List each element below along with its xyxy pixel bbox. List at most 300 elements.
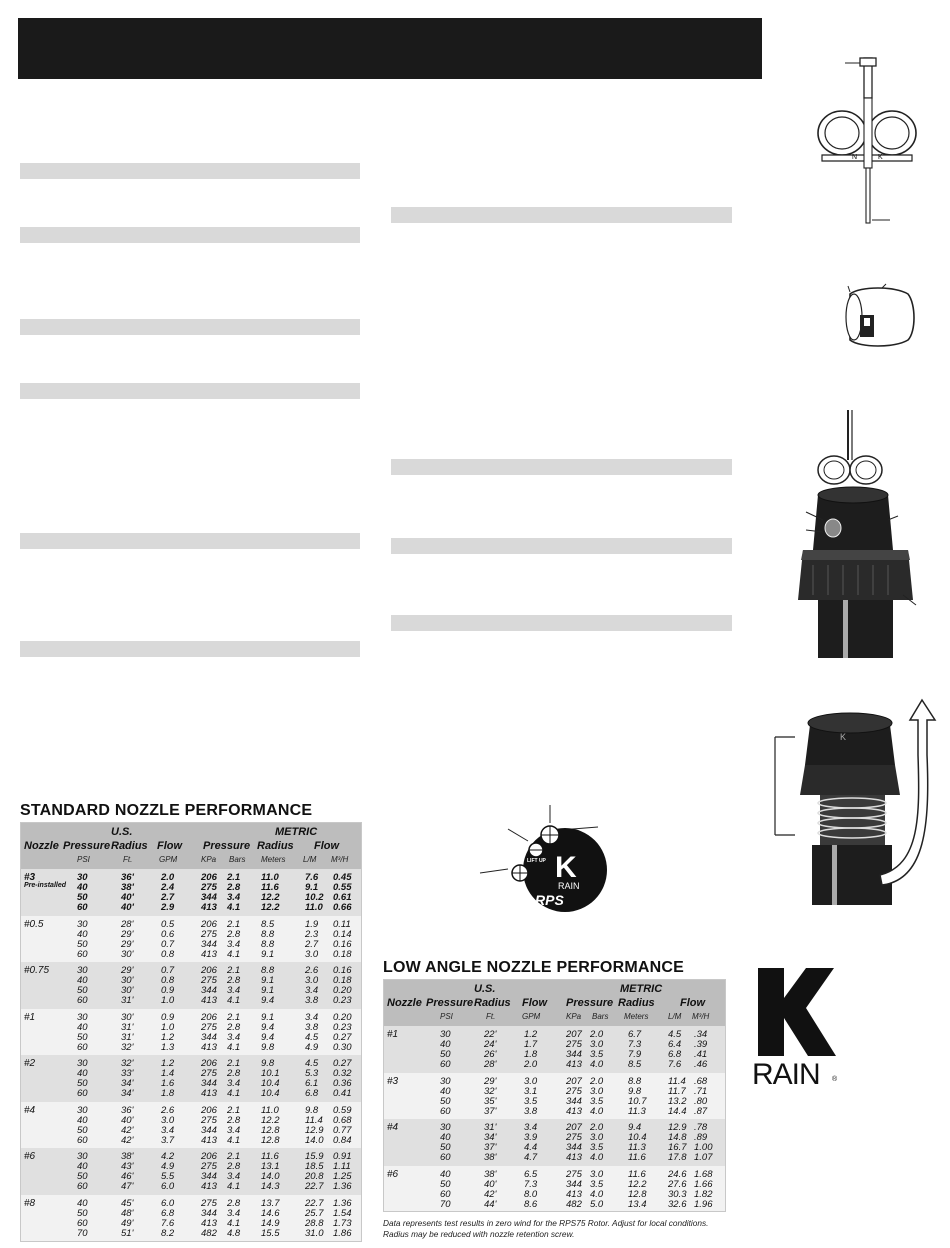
table-cell: 40 bbox=[440, 1039, 451, 1050]
section-bar bbox=[20, 319, 360, 335]
table-cell: 24' bbox=[484, 1039, 497, 1050]
table-cell: 2.0 bbox=[524, 1059, 538, 1070]
table-cell: .80 bbox=[694, 1095, 708, 1107]
table-cell: 14.9 bbox=[261, 1217, 280, 1229]
table-cell: 344 bbox=[566, 1095, 582, 1107]
table-cell: 1.7 bbox=[524, 1039, 538, 1050]
table-footnote bbox=[383, 1218, 743, 1240]
table-cell: 413 bbox=[566, 1059, 582, 1070]
table-cell: 275 bbox=[201, 1197, 217, 1209]
table-cell: 0.23 bbox=[333, 995, 352, 1006]
nozzle-label: #4 bbox=[24, 1104, 36, 1116]
table-cell: 15.5 bbox=[261, 1227, 280, 1239]
table-cell: 12.2 bbox=[628, 1178, 647, 1190]
table-cell: 50 bbox=[77, 1207, 88, 1219]
table-cell: 14.6 bbox=[261, 1207, 280, 1219]
table-cell: 22' bbox=[484, 1029, 497, 1040]
svg-text:N: N bbox=[852, 154, 858, 161]
table-cell: 8.0 bbox=[524, 1188, 538, 1200]
section-bar bbox=[391, 459, 732, 475]
table-cell: 0.61 bbox=[333, 892, 352, 903]
table-cell: 413 bbox=[201, 1134, 217, 1146]
table-cell: 38' bbox=[484, 1152, 497, 1163]
unit-meters: Meters bbox=[624, 1012, 649, 1021]
nozzle-group bbox=[21, 869, 361, 916]
section-bar bbox=[391, 615, 732, 631]
table-cell: 413 bbox=[566, 1188, 582, 1200]
table-cell: 17.8 bbox=[668, 1152, 687, 1163]
table-cell: 50 bbox=[440, 1095, 451, 1107]
table-cell: 49' bbox=[121, 1217, 134, 1229]
table-cell: 1.00 bbox=[694, 1142, 713, 1153]
table-cell: 0.55 bbox=[333, 882, 352, 893]
low-angle-table-title: LOW ANGLE NOZZLE PERFORMANCE bbox=[383, 959, 684, 976]
unit-m3h: M³/H bbox=[692, 1012, 710, 1021]
table-cell: 3.1 bbox=[524, 1085, 538, 1097]
table-cell: 9.1 bbox=[261, 1011, 275, 1023]
table-cell: 2.0 bbox=[590, 1075, 604, 1087]
table-cell: 40 bbox=[440, 1168, 451, 1180]
table-cell: 9.1 bbox=[261, 948, 275, 960]
table-cell: 344 bbox=[201, 1171, 217, 1182]
table-cell: 4.0 bbox=[590, 1152, 604, 1163]
table-cell: 1.9 bbox=[305, 918, 319, 930]
table-cell: 1.2 bbox=[524, 1029, 538, 1040]
table-cell: 11.3 bbox=[628, 1142, 646, 1153]
unit-gpm: GPM bbox=[522, 1012, 541, 1021]
table-cell: 9.1 bbox=[305, 882, 319, 893]
table-cell: 3.4 bbox=[227, 1207, 241, 1219]
table-cell: 6.1 bbox=[305, 1078, 319, 1089]
table-cell: .78 bbox=[694, 1122, 708, 1133]
table-cell: 3.0 bbox=[305, 948, 319, 960]
table-cell: 413 bbox=[201, 1217, 217, 1229]
table-cell: 206 bbox=[201, 1058, 217, 1069]
table-cell: 4.1 bbox=[227, 995, 241, 1006]
table-cell: 11.6 bbox=[261, 1151, 279, 1162]
table-cell: 25.7 bbox=[305, 1207, 324, 1219]
table-cell: 60 bbox=[77, 995, 88, 1006]
table-cell: 0.27 bbox=[333, 1058, 352, 1069]
section-bar bbox=[20, 163, 360, 179]
table-cell: 0.8 bbox=[161, 975, 175, 986]
table-cell: 11.6 bbox=[628, 1152, 646, 1163]
table-cell: 3.5 bbox=[590, 1178, 604, 1190]
table-cell: 0.45 bbox=[333, 872, 352, 883]
section-bar bbox=[20, 533, 360, 549]
table-cell: 0.77 bbox=[333, 1124, 352, 1136]
table-cell: 3.0 bbox=[590, 1168, 604, 1180]
table-cell: 4.1 bbox=[227, 1134, 241, 1146]
us-group-label: U.S. bbox=[111, 826, 133, 838]
badge-lift-label: LIFT UP bbox=[527, 858, 546, 864]
table-cell: 30 bbox=[440, 1029, 451, 1040]
table-cell: 12.8 bbox=[628, 1188, 647, 1200]
table-cell: 6.0 bbox=[161, 1197, 175, 1209]
table-cell: 3.8 bbox=[524, 1105, 538, 1117]
table-cell: 3.4 bbox=[305, 985, 319, 996]
col-flow-metric: Flow bbox=[680, 997, 706, 1009]
table-cell: 3.4 bbox=[227, 1171, 241, 1182]
table-cell: 42' bbox=[121, 1134, 134, 1146]
table-cell: 413 bbox=[201, 1088, 217, 1099]
table-cell: 9.4 bbox=[628, 1122, 642, 1133]
table-cell: 13.1 bbox=[261, 1161, 280, 1172]
table-cell: 32' bbox=[484, 1085, 497, 1097]
unit-psi: PSI bbox=[77, 855, 90, 864]
table-cell: 12.9 bbox=[305, 1124, 324, 1136]
table-cell: 0.66 bbox=[333, 902, 352, 913]
section-bar bbox=[20, 227, 360, 243]
table-cell: 12.9 bbox=[668, 1122, 687, 1133]
table-cell: 40 bbox=[77, 882, 88, 893]
table-cell: 1.2 bbox=[161, 1031, 175, 1043]
nozzle-label: #3 bbox=[24, 872, 36, 883]
table-cell: 3.4 bbox=[227, 892, 241, 903]
table-cell: 275 bbox=[566, 1085, 582, 1097]
section-bar bbox=[391, 207, 732, 223]
table-cell: 9.8 bbox=[261, 1058, 275, 1069]
table-cell: 0.18 bbox=[333, 975, 352, 986]
table-cell: 3.8 bbox=[305, 1021, 319, 1033]
table-cell: 4.1 bbox=[227, 1181, 241, 1192]
table-cell: 275 bbox=[566, 1039, 582, 1050]
col-flow: Flow bbox=[157, 840, 183, 852]
table-cell: 1.8 bbox=[524, 1049, 538, 1060]
table-cell: 50 bbox=[77, 1124, 88, 1136]
table-cell: 12.2 bbox=[261, 892, 280, 903]
table-cell: 2.1 bbox=[227, 1151, 241, 1162]
table-cell: 60 bbox=[77, 1217, 88, 1229]
table-cell: 8.2 bbox=[161, 1227, 175, 1239]
table-cell: 50 bbox=[77, 1031, 88, 1043]
table-cell: 42' bbox=[121, 1124, 134, 1136]
table-cell: 10.1 bbox=[261, 1068, 280, 1079]
table-cell: 2.8 bbox=[227, 1021, 241, 1033]
unit-m3h: M³/H bbox=[331, 855, 349, 864]
table-cell: 30.3 bbox=[668, 1188, 687, 1200]
table-cell: 275 bbox=[201, 1021, 217, 1033]
table-cell: 28.8 bbox=[305, 1217, 324, 1229]
table-cell: 207 bbox=[566, 1029, 582, 1040]
nozzle-label: #1 bbox=[387, 1029, 399, 1040]
table-cell: 51' bbox=[121, 1227, 134, 1239]
table-cell: 1.0 bbox=[161, 995, 175, 1006]
table-cell: 22.7 bbox=[305, 1181, 324, 1192]
table-cell: 1.3 bbox=[161, 1041, 175, 1053]
table-cell: 60 bbox=[77, 948, 88, 960]
table-cell: 7.6 bbox=[161, 1217, 175, 1229]
table-cell: 31' bbox=[121, 1031, 134, 1043]
table-cell: 10.4 bbox=[261, 1078, 280, 1089]
table-cell: 1.36 bbox=[333, 1181, 352, 1192]
table-cell: 16.7 bbox=[668, 1142, 687, 1153]
table-cell: 344 bbox=[201, 892, 217, 903]
nozzle-group bbox=[384, 1166, 725, 1213]
table-cell: 50 bbox=[77, 1078, 88, 1089]
nozzle-label: #8 bbox=[24, 1197, 36, 1209]
nozzle-label: #6 bbox=[24, 1151, 36, 1162]
table-cell: 12.8 bbox=[261, 1134, 280, 1146]
table-cell: 43' bbox=[121, 1161, 134, 1172]
table-cell: 3.9 bbox=[524, 1132, 538, 1143]
table-cell: 7.9 bbox=[628, 1049, 642, 1060]
table-cell: 37' bbox=[484, 1142, 497, 1153]
table-cell: 3.0 bbox=[590, 1085, 604, 1097]
table-cell: 24.6 bbox=[668, 1168, 687, 1180]
nozzle-group bbox=[21, 916, 361, 963]
nozzle-label: #3 bbox=[387, 1075, 399, 1087]
table-cell: 8.5 bbox=[628, 1059, 642, 1070]
table-cell: 2.7 bbox=[305, 938, 319, 950]
table-cell: 5.0 bbox=[590, 1198, 604, 1210]
table-cell: 0.11 bbox=[333, 918, 351, 930]
nozzle-group bbox=[384, 1073, 725, 1120]
header-banner bbox=[18, 18, 762, 79]
table-cell: 2.0 bbox=[590, 1029, 604, 1040]
table-cell: 9.4 bbox=[261, 995, 275, 1006]
table-cell: 2.8 bbox=[227, 1114, 241, 1126]
table-cell: 36' bbox=[121, 872, 134, 883]
nozzle-label: #0.5 bbox=[24, 918, 44, 930]
col-radius: Radius bbox=[111, 840, 148, 852]
table-cell: 32' bbox=[121, 1041, 134, 1053]
table-cell: 4.0 bbox=[590, 1059, 604, 1070]
table-cell: 9.1 bbox=[261, 975, 275, 986]
table-cell: 413 bbox=[201, 1181, 217, 1192]
low-angle-performance-table bbox=[383, 979, 726, 1212]
table-cell: 30 bbox=[77, 918, 88, 930]
table-cell: 344 bbox=[201, 938, 217, 950]
table-cell: .41 bbox=[694, 1049, 708, 1060]
table-cell: 3.4 bbox=[227, 938, 241, 950]
table-cell: 1.8 bbox=[161, 1088, 175, 1099]
table-cell: 50 bbox=[440, 1178, 451, 1190]
nozzle-group bbox=[21, 1195, 361, 1242]
table-cell: 413 bbox=[201, 1041, 217, 1053]
section-bar bbox=[391, 538, 732, 554]
table-cell: 2.1 bbox=[227, 1058, 241, 1069]
table-cell: 40' bbox=[121, 892, 134, 903]
table-cell: 0.20 bbox=[333, 985, 352, 996]
table-cell: .39 bbox=[694, 1039, 708, 1050]
unit-ft: Ft. bbox=[486, 1012, 496, 1021]
table-cell: 30' bbox=[121, 1011, 134, 1023]
table-cell: 29' bbox=[484, 1075, 497, 1087]
badge-rain-text: RAIN bbox=[558, 881, 580, 891]
unit-bars: Bars bbox=[592, 1012, 609, 1021]
table-cell: 13.7 bbox=[261, 1197, 280, 1209]
table-cell: 11.0 bbox=[261, 872, 279, 883]
table-cell: 7.3 bbox=[524, 1178, 538, 1190]
col-pressure: Pressure bbox=[426, 997, 474, 1009]
table-cell: 2.1 bbox=[227, 1011, 241, 1023]
table-cell: 29' bbox=[121, 938, 134, 950]
nozzle-group bbox=[21, 1148, 361, 1195]
table-cell: 46' bbox=[121, 1171, 134, 1182]
table-cell: 3.0 bbox=[305, 975, 319, 986]
table-cell: 9.8 bbox=[305, 1104, 319, 1116]
table-cell: 9.8 bbox=[628, 1085, 642, 1097]
table-cell: 1.66 bbox=[694, 1178, 713, 1190]
table-cell: 3.7 bbox=[161, 1134, 175, 1146]
nozzle-group bbox=[384, 1119, 725, 1166]
table-cell: .34 bbox=[694, 1029, 708, 1040]
table-cell: 8.8 bbox=[261, 938, 275, 950]
table-cell: 275 bbox=[201, 928, 217, 940]
table-cell: 12.2 bbox=[261, 902, 280, 913]
table-cell: 206 bbox=[201, 918, 217, 930]
table-cell: 413 bbox=[201, 995, 217, 1006]
table-cell: 20.8 bbox=[305, 1171, 324, 1182]
table-cell: 40 bbox=[77, 1197, 88, 1209]
table-cell: 1.96 bbox=[694, 1198, 713, 1210]
table-cell: 40 bbox=[77, 1114, 88, 1126]
table-cell: 344 bbox=[201, 1124, 217, 1136]
table-cell: 344 bbox=[201, 1031, 217, 1043]
table-cell: 344 bbox=[201, 985, 217, 996]
table-cell: 275 bbox=[201, 882, 217, 893]
table-cell: 413 bbox=[201, 948, 217, 960]
table-cell: 11.3 bbox=[628, 1105, 646, 1117]
table-cell: 14.4 bbox=[668, 1105, 687, 1117]
table-cell: 207 bbox=[566, 1075, 582, 1087]
table-cell: 275 bbox=[201, 1068, 217, 1079]
table-cell: 60 bbox=[440, 1059, 451, 1070]
table-cell: 4.5 bbox=[668, 1029, 682, 1040]
table-cell: 3.4 bbox=[227, 1124, 241, 1136]
table-cell: 1.54 bbox=[333, 1207, 352, 1219]
table-cell: 1.2 bbox=[161, 1058, 175, 1069]
table-cell: 4.4 bbox=[524, 1142, 538, 1153]
table-cell: 0.20 bbox=[333, 1011, 352, 1023]
unit-bars: Bars bbox=[229, 855, 246, 864]
table-cell: 18.5 bbox=[305, 1161, 324, 1172]
table-cell: 4.1 bbox=[227, 902, 241, 913]
table-cell: 45' bbox=[121, 1197, 134, 1209]
table-cell: 60 bbox=[77, 902, 88, 913]
table-cell: 4.8 bbox=[227, 1227, 241, 1239]
table-cell: 275 bbox=[201, 1161, 217, 1172]
table-cell: 60 bbox=[440, 1105, 451, 1117]
table-cell: 30 bbox=[440, 1075, 451, 1087]
table-cell: 0.68 bbox=[333, 1114, 352, 1126]
table-cell: 344 bbox=[566, 1142, 582, 1153]
table-cell: 3.5 bbox=[590, 1095, 604, 1107]
table-cell: 3.5 bbox=[590, 1142, 604, 1153]
table-cell: 30' bbox=[121, 975, 134, 986]
table-cell: 0.5 bbox=[161, 918, 175, 930]
nozzle-label: #4 bbox=[387, 1122, 399, 1133]
metric-group-label: METRIC bbox=[275, 826, 318, 838]
table-cell: 2.6 bbox=[161, 1104, 175, 1116]
table-cell: 3.0 bbox=[161, 1114, 175, 1126]
k-rain-logo-text: RAIN bbox=[752, 1058, 820, 1091]
table-cell: .71 bbox=[694, 1085, 708, 1097]
table-cell: 0.36 bbox=[333, 1078, 352, 1089]
table-cell: 0.7 bbox=[161, 965, 175, 976]
table-header bbox=[384, 980, 725, 1026]
table-cell: 413 bbox=[566, 1152, 582, 1163]
table-cell: 28' bbox=[121, 918, 134, 930]
table-cell: 10.2 bbox=[305, 892, 324, 903]
table-cell: 4.2 bbox=[161, 1151, 175, 1162]
table-cell: 11.4 bbox=[668, 1075, 686, 1087]
col-pressure: Pressure bbox=[63, 840, 111, 852]
table-cell: .87 bbox=[694, 1105, 708, 1117]
table-cell: 344 bbox=[201, 1078, 217, 1089]
table-cell: 2.1 bbox=[227, 965, 241, 976]
table-cell: 3.4 bbox=[227, 985, 241, 996]
table-cell: 40 bbox=[77, 1021, 88, 1033]
footnote-line: Radius may be reduced with nozzle retention screw. bbox=[383, 1229, 575, 1239]
table-cell: 3.5 bbox=[590, 1049, 604, 1060]
table-cell: 4.7 bbox=[524, 1152, 538, 1163]
table-cell: 31' bbox=[121, 1021, 134, 1033]
table-cell: 0.16 bbox=[333, 938, 352, 950]
table-cell: 31.0 bbox=[305, 1227, 324, 1239]
table-cell: 6.8 bbox=[161, 1207, 175, 1219]
table-cell: 8.8 bbox=[261, 928, 275, 940]
table-cell: 2.8 bbox=[227, 882, 241, 893]
table-cell: 2.6 bbox=[305, 965, 319, 976]
table-cell: 5.3 bbox=[305, 1068, 319, 1079]
table-cell: 70 bbox=[440, 1198, 451, 1210]
table-cell: 275 bbox=[566, 1168, 582, 1180]
table-cell: 206 bbox=[201, 1104, 217, 1116]
table-cell: 11.0 bbox=[261, 1104, 279, 1116]
table-cell: 30' bbox=[121, 985, 134, 996]
table-cell: 6.4 bbox=[668, 1039, 682, 1050]
table-cell: 4.9 bbox=[161, 1161, 175, 1172]
table-cell: 0.32 bbox=[333, 1068, 352, 1079]
table-cell: 0.8 bbox=[161, 948, 175, 960]
table-cell: 2.8 bbox=[227, 975, 241, 986]
table-cell: 31' bbox=[484, 1122, 497, 1133]
col-flow-metric: Flow bbox=[314, 840, 340, 852]
table-cell: .68 bbox=[694, 1075, 708, 1087]
nozzle-group bbox=[21, 1055, 361, 1102]
table-cell: 206 bbox=[201, 1151, 217, 1162]
table-cell: 29' bbox=[121, 965, 134, 976]
table-cell: 3.4 bbox=[161, 1124, 175, 1136]
table-cell: 3.0 bbox=[524, 1075, 538, 1087]
table-cell: 4.5 bbox=[305, 1058, 319, 1069]
unit-psi: PSI bbox=[440, 1012, 453, 1021]
table-cell: 275 bbox=[201, 975, 217, 986]
table-cell: 10.4 bbox=[628, 1132, 647, 1143]
table-cell: 9.4 bbox=[261, 1021, 275, 1033]
table-cell: 1.82 bbox=[694, 1188, 713, 1200]
table-cell: 1.86 bbox=[333, 1227, 352, 1239]
table-cell: 30 bbox=[77, 1058, 88, 1069]
col-radius-metric: Radius bbox=[257, 840, 294, 852]
table-cell: 482 bbox=[566, 1198, 582, 1210]
table-cell: 3.0 bbox=[590, 1132, 604, 1143]
table-cell: 50 bbox=[77, 892, 88, 903]
table-cell: 8.8 bbox=[261, 965, 275, 976]
table-cell: 2.0 bbox=[161, 872, 175, 883]
table-cell: 0.30 bbox=[333, 1041, 352, 1053]
nozzle-label: #6 bbox=[387, 1168, 399, 1180]
table-cell: 4.9 bbox=[305, 1041, 319, 1053]
table-cell: 4.1 bbox=[227, 948, 241, 960]
table-cell: 206 bbox=[201, 1011, 217, 1023]
table-cell: 14.8 bbox=[668, 1132, 687, 1143]
table-cell: 60 bbox=[77, 1088, 88, 1099]
section-bar bbox=[20, 641, 360, 657]
table-cell: 482 bbox=[201, 1227, 217, 1239]
